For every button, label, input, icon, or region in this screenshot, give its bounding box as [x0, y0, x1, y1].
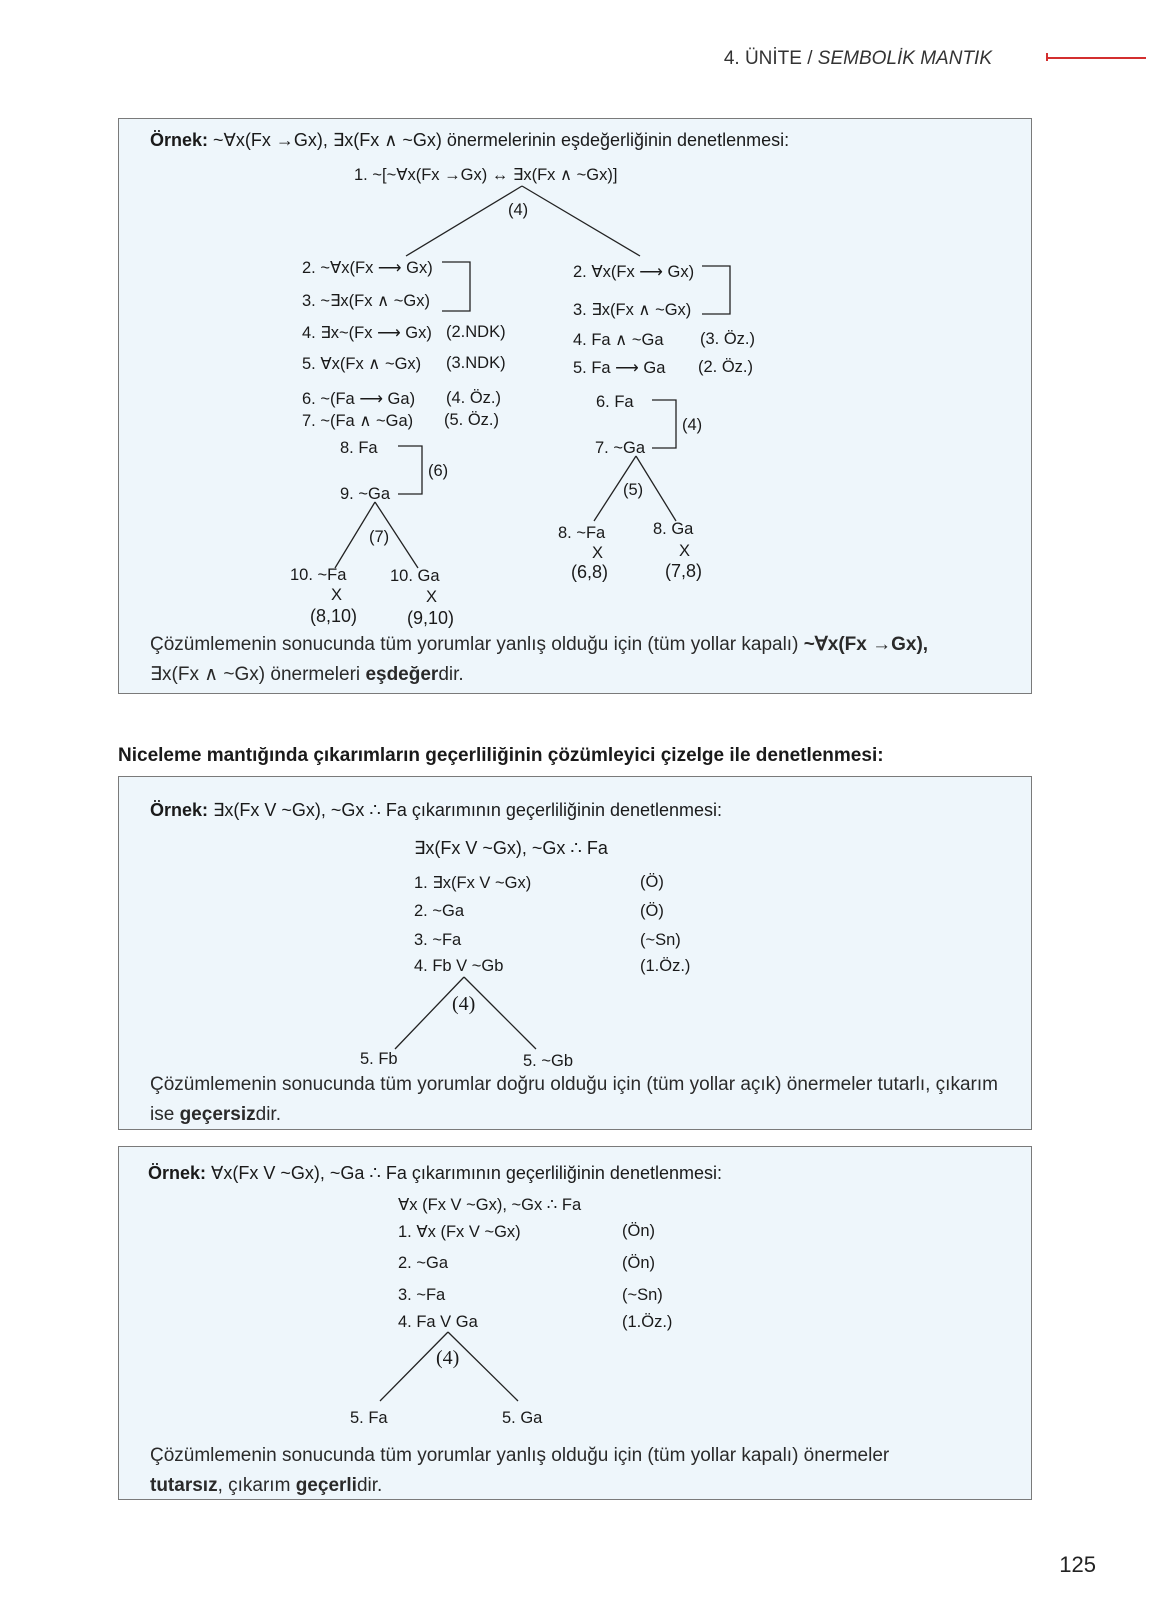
- ex1-right-line-2: 2. ∀x(Fx ⟶ Gx): [573, 263, 695, 281]
- ex1-conclusion-a: Çözümlemenin sonucunda tüm yorumlar yanlış olduğu için (tüm yollar kapalı): [150, 634, 804, 655]
- ex1-conclusion-d: önermeleri: [265, 664, 366, 685]
- ex1-right-line-7: 7. ~Ga: [595, 439, 645, 457]
- ex2-conclusion-a: Çözümlemenin sonucunda tüm yorumlar doğru olduğu için (tüm yollar açık) önermeler tutarlı, çıkarım ise: [150, 1074, 998, 1125]
- ex1-intro-text: ~∀x(Fx →Gx), ∃x(Fx ∧ ~Gx) önermelerinin eşdeğerliğinin denetlenmesi:: [208, 130, 790, 150]
- ex1-root: 1. ~[~∀x(Fx →Gx) ↔ ∃x(Fx ∧ ~Gx)]: [354, 166, 618, 184]
- ex2-intro: [150, 800, 722, 821]
- ex2-branch-1: 5. Fb: [360, 1050, 398, 1068]
- ex2-step-1: 1. ∃x(Fx V ~Gx): [414, 874, 532, 892]
- ex1-left-branch-1: 10. ~Fa: [290, 566, 347, 584]
- ex1-left-line-3: 3. ~∃x(Fx ∧ ~Gx): [302, 292, 430, 310]
- ex3-formula: ∀x(Fx V ~Gx), ~Ga ∴ Fa: [206, 1163, 407, 1183]
- ex1-left-line-4: 4. ∃x~(Fx ⟶ Gx): [302, 324, 432, 342]
- ex1-intro: [150, 130, 789, 151]
- ex1-right-line-4: 4. Fa ∧ ~Ga: [573, 331, 664, 349]
- ex3-conclusion-e: dir.: [356, 1475, 383, 1496]
- ex3-conclusion-c: , çıkarım: [217, 1475, 296, 1496]
- ex1-left-line-2: 2. ~∀x(Fx ⟶ Gx): [302, 259, 433, 277]
- ex2-step-3: 3. ~Fa: [414, 931, 462, 949]
- ex1-right-branch-2-close: X: [679, 542, 691, 560]
- ex2-step-2: 2. ~Ga: [414, 902, 464, 920]
- ex1-conclusion-f: dir.: [438, 664, 464, 685]
- ex3-intro: [148, 1163, 722, 1184]
- ex3-step-2-rule: (Ön): [622, 1254, 655, 1272]
- ex1-left-line-6-rule: (4. Öz.): [446, 389, 502, 407]
- ex1-left-branch-1-ref: (8,10): [310, 606, 358, 626]
- section-title: Niceleme mantığında çıkarımların geçerliliğinin çözümleyici çizelge ile denetlenmesi:: [118, 745, 884, 766]
- ex1-root-rule: (4): [508, 201, 529, 219]
- ex1-left-line-9: 9. ~Ga: [340, 485, 390, 503]
- ex3-branch-1: 5. Fa: [350, 1409, 388, 1427]
- ex2-formula: ∃x(Fx V ~Gx), ~Gx ∴: [208, 800, 381, 820]
- ex1-left-line-7: 7. ~(Fa ∧ ~Ga): [302, 412, 414, 430]
- ex1-left-line-7-rule: (5. Öz.): [444, 411, 500, 429]
- ex2-step-2-rule: (Ö): [640, 902, 664, 920]
- ex3-intro-text: çıkarımının geçerliliğinin denetlenmesi:: [406, 1163, 722, 1183]
- ex1-left-line-5: 5. ∀x(Fx ∧ ~Gx): [302, 355, 422, 373]
- header-rule: [1046, 57, 1146, 59]
- ex1-right-line-5: 5. Fa ⟶ Ga: [573, 359, 666, 377]
- ex3-step-4-rule: (1.Öz.): [622, 1313, 673, 1331]
- ex1-left-line-4-rule: (2.NDK): [446, 323, 506, 341]
- ex1-left-89-rule: (6): [428, 462, 449, 480]
- ex1-left-line-8: 8. Fa: [340, 439, 378, 457]
- ex2-branch-2: 5. ~Gb: [523, 1052, 573, 1070]
- ex1-right-branch-2: 8. Ga: [653, 520, 694, 538]
- header-rule-tick: [1046, 53, 1048, 61]
- ex1-right-branch-1-close: X: [592, 544, 604, 562]
- ex1-right-branch-2-ref: (7,8): [665, 561, 703, 581]
- ex1-left-split-rule: (7): [369, 528, 390, 546]
- ex2-step-4-rule: (1.Öz.): [640, 957, 691, 975]
- ex1-left-branch-2: 10. Ga: [390, 567, 440, 585]
- ex2-intro-text: Fa çıkarımının geçerliliğinin denetlenmesi:: [380, 800, 723, 820]
- ex2-step-1-rule: (Ö): [640, 873, 664, 891]
- ex1-right-line-6: 6. Fa: [596, 393, 634, 411]
- ex2-step-4: 4. Fb V ~Gb: [414, 957, 504, 975]
- unit-title: SEMBOLİK MANTIK: [817, 48, 992, 69]
- ex3-step-4: 4. Fa V Ga: [398, 1313, 478, 1331]
- ex1-left-branch-2-close: X: [426, 588, 438, 606]
- ex2-conclusion-c: dir.: [255, 1104, 281, 1125]
- ex3-argument: ∀x (Fx V ~Gx), ~Gx ∴ Fa: [398, 1196, 582, 1214]
- ex3-conclusion-b: tutarsız: [150, 1475, 218, 1496]
- ex2-split-rule: (4): [452, 993, 476, 1015]
- ex3-step-3: 3. ~Fa: [398, 1286, 446, 1304]
- ex1-right-line-3: 3. ∃x(Fx ∧ ~Gx): [573, 301, 692, 319]
- ex2-conclusion: [150, 1070, 1022, 1130]
- ex1-left-line-5-rule: (3.NDK): [446, 354, 506, 372]
- unit-label: 4. ÜNİTE /: [723, 48, 818, 69]
- ex1-right-67-rule: (4): [682, 416, 703, 434]
- ex3-conclusion-a: Çözümlemenin sonucunda tüm yorumlar yanlış olduğu için (tüm yollar kapalı) önermeler: [150, 1445, 890, 1466]
- ex1-conclusion-b: ~∀x(Fx →Gx),: [803, 634, 929, 655]
- page-number: 125: [1059, 1552, 1096, 1577]
- ex3-step-2: 2. ~Ga: [398, 1254, 448, 1272]
- ex1-conclusion: [150, 630, 1022, 690]
- ex3-conclusion-d: geçerli: [295, 1475, 357, 1496]
- ex2-label: Örnek:: [150, 800, 209, 820]
- unit-header: [724, 48, 992, 70]
- ex1-left-line-6: 6. ~(Fa ⟶ Ga): [302, 390, 416, 408]
- ex3-step-1: 1. ∀x (Fx V ~Gx): [398, 1223, 521, 1241]
- ex3-conclusion: [150, 1441, 1022, 1501]
- ex1-right-branch-1: 8. ~Fa: [558, 524, 606, 542]
- ex3-step-1-rule: (Ön): [622, 1222, 655, 1240]
- ex2-conclusion-b: geçersiz: [179, 1104, 256, 1125]
- ex1-left-branch-1-close: X: [331, 586, 343, 604]
- ex3-label: Örnek:: [148, 1163, 207, 1183]
- ex1-right-line-5-rule: (2. Öz.): [698, 358, 754, 376]
- ex1-right-branch-1-ref: (6,8): [571, 562, 609, 582]
- example-1-box: [118, 118, 1032, 694]
- ex1-right-line-4-rule: (3. Öz.): [700, 330, 756, 348]
- ex1-right-split-rule: (5): [623, 481, 644, 499]
- ex2-argument: ∃x(Fx V ~Gx), ~Gx ∴ Fa: [414, 838, 608, 858]
- ex1-label: Örnek:: [150, 130, 209, 150]
- ex3-step-3-rule: (~Sn): [622, 1286, 663, 1304]
- ex3-split-rule: (4): [436, 1347, 460, 1369]
- ex1-conclusion-c: ∃x(Fx ∧ ~Gx): [150, 664, 266, 685]
- ex1-conclusion-e: eşdeğer: [365, 664, 439, 685]
- ex3-branch-2: 5. Ga: [502, 1409, 543, 1427]
- ex2-step-3-rule: (~Sn): [640, 931, 681, 949]
- ex1-left-branch-2-ref: (9,10): [407, 608, 455, 628]
